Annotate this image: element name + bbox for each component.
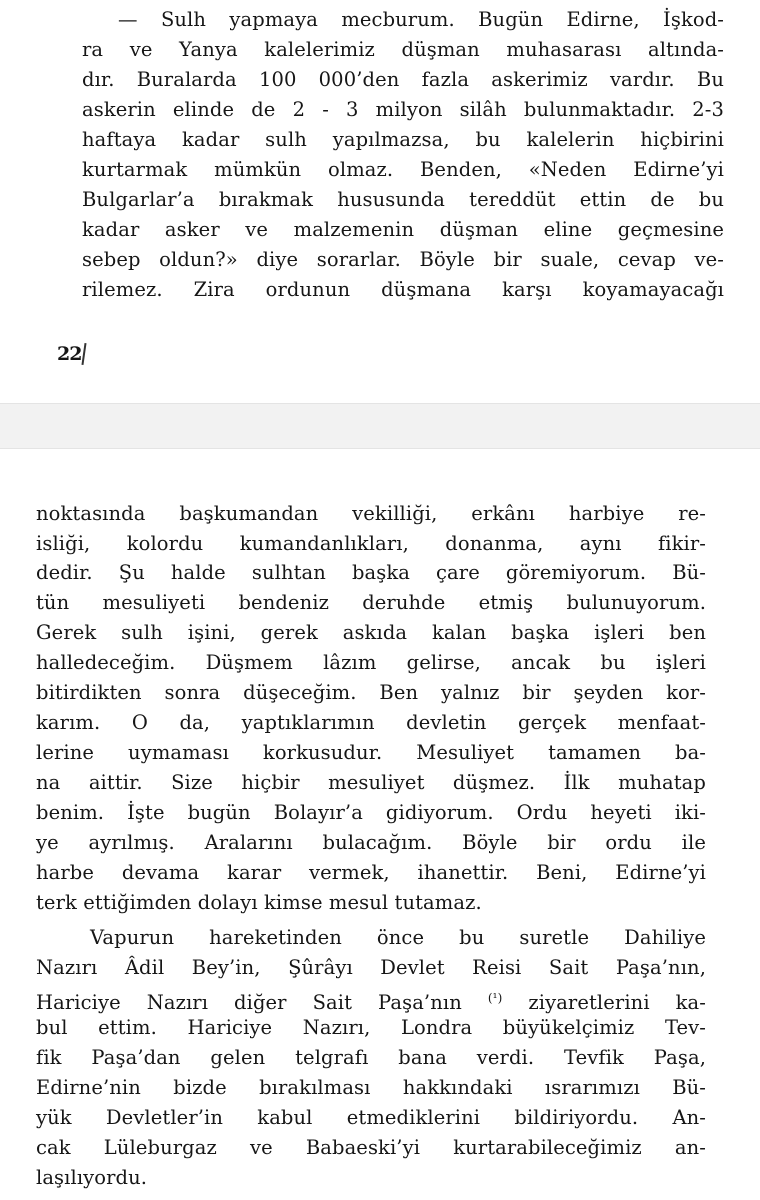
text-line: bitirdikten sonra düşeceğim. Ben yalnız bir şeyden kor- [36,681,706,704]
upper-page [0,0,760,403]
text-segment: ziyaretlerini ka- [528,991,706,1014]
page-gutter [0,403,760,449]
text-line: na aittir. Size hiçbir mesuliyet düşmez. İlk muhatap [36,771,706,794]
text-line: cak Lüleburgaz ve Babaeski’yi kurtarabileceğimiz an- [36,1136,706,1159]
text-line: askerin elinde de 2 - 3 milyon silâh bulunmaktadır. 2-3 [82,98,724,121]
text-line: Gerek sulh işini, gerek askıda kalan başka işleri ben [36,621,706,644]
text-line: tün mesuliyeti bendeniz deruhde etmiş bulunuyorum. [36,591,706,614]
text-line: dır. Buralarda 100 000’den fazla askerimiz vardır. Bu [82,68,724,91]
text-line: Edirne’nin bizde bırakılması hakkındaki ısrarımızı Bü- [36,1076,706,1099]
text-line-with-footnote [36,986,706,1012]
paragraph-start-line: Vapurun hareketinden önce bu suretle Dahiliye [90,926,706,949]
text-line: ra ve Yanya kalelerimiz düşman muhasarası altında- [82,38,724,61]
text-line: ye ayrılmış. Aralarını bulacağım. Böyle bir ordu ile [36,831,706,854]
text-line: benim. İşte bugün Bolayır’a gidiyorum. Ordu heyeti iki- [36,801,706,824]
text-line: rilemez. Zira ordunun düşmana karşı koyamayacağı [82,278,724,301]
text-line: fik Paşa’dan gelen telgrafı bana verdi. Tevfik Paşa, [36,1046,706,1069]
folio-mark [81,343,86,365]
paragraph-end-line: terk ettiğimden dolayı kimse mesul tutamaz. [36,891,482,914]
footnote-marker: (¹) [487,991,503,1005]
text-line: halledeceğim. Düşmem lâzım gelirse, ancak bu işleri [36,651,706,674]
text-line: haftaya kadar sulh yapılmazsa, bu kalelerin hiçbirini [82,128,724,151]
text-line: lerine uymaması korkusudur. Mesuliyet tamamen ba- [36,741,706,764]
text-line: bul ettim. Hariciye Nazırı, Londra büyükelçimiz Tev- [36,1016,706,1039]
page-number: 22 [57,343,82,365]
text-line: kadar asker ve malzemenin düşman eline geçmesine [82,218,724,241]
text-line: kurtarmak mümkün olmaz. Benden, «Neden Edirne’yi [82,158,724,181]
text-line: karım. O da, yaptıklarımın devletin gerçek menfaat- [36,711,706,734]
text-line: — Sulh yapmaya mecburum. Bugün Edirne, İşkod- [118,8,724,31]
text-line: sebep oldun?» diye sorarlar. Böyle bir suale, cevap ve- [82,248,724,271]
text-line: noktasında başkumandan vekilliği, erkânı harbiye re- [36,502,706,525]
text-segment: Hariciye Nazırı diğer Sait Paşa’nın [36,991,462,1014]
text-line: yük Devletler’in kabul etmediklerini bildiriyordu. An- [36,1106,706,1129]
text-line: Nazırı Âdil Bey’in, Şûrâyı Devlet Reisi Sait Paşa’nın, [36,956,706,979]
text-line: isliği, kolordu kumandanlıkları, donanma, aynı fikir- [36,532,706,555]
text-line: dedir. Şu halde sulhtan başka çare göremiyorum. Bü- [36,561,706,584]
text-line: Bulgarlar’a bırakmak hususunda tereddüt ettin de bu [82,188,724,211]
paragraph-end-line: laşılıyordu. [36,1166,148,1189]
text-line: harbe devama karar vermek, ihanettir. Beni, Edirne’yi [36,861,706,884]
lower-page [0,449,760,1200]
